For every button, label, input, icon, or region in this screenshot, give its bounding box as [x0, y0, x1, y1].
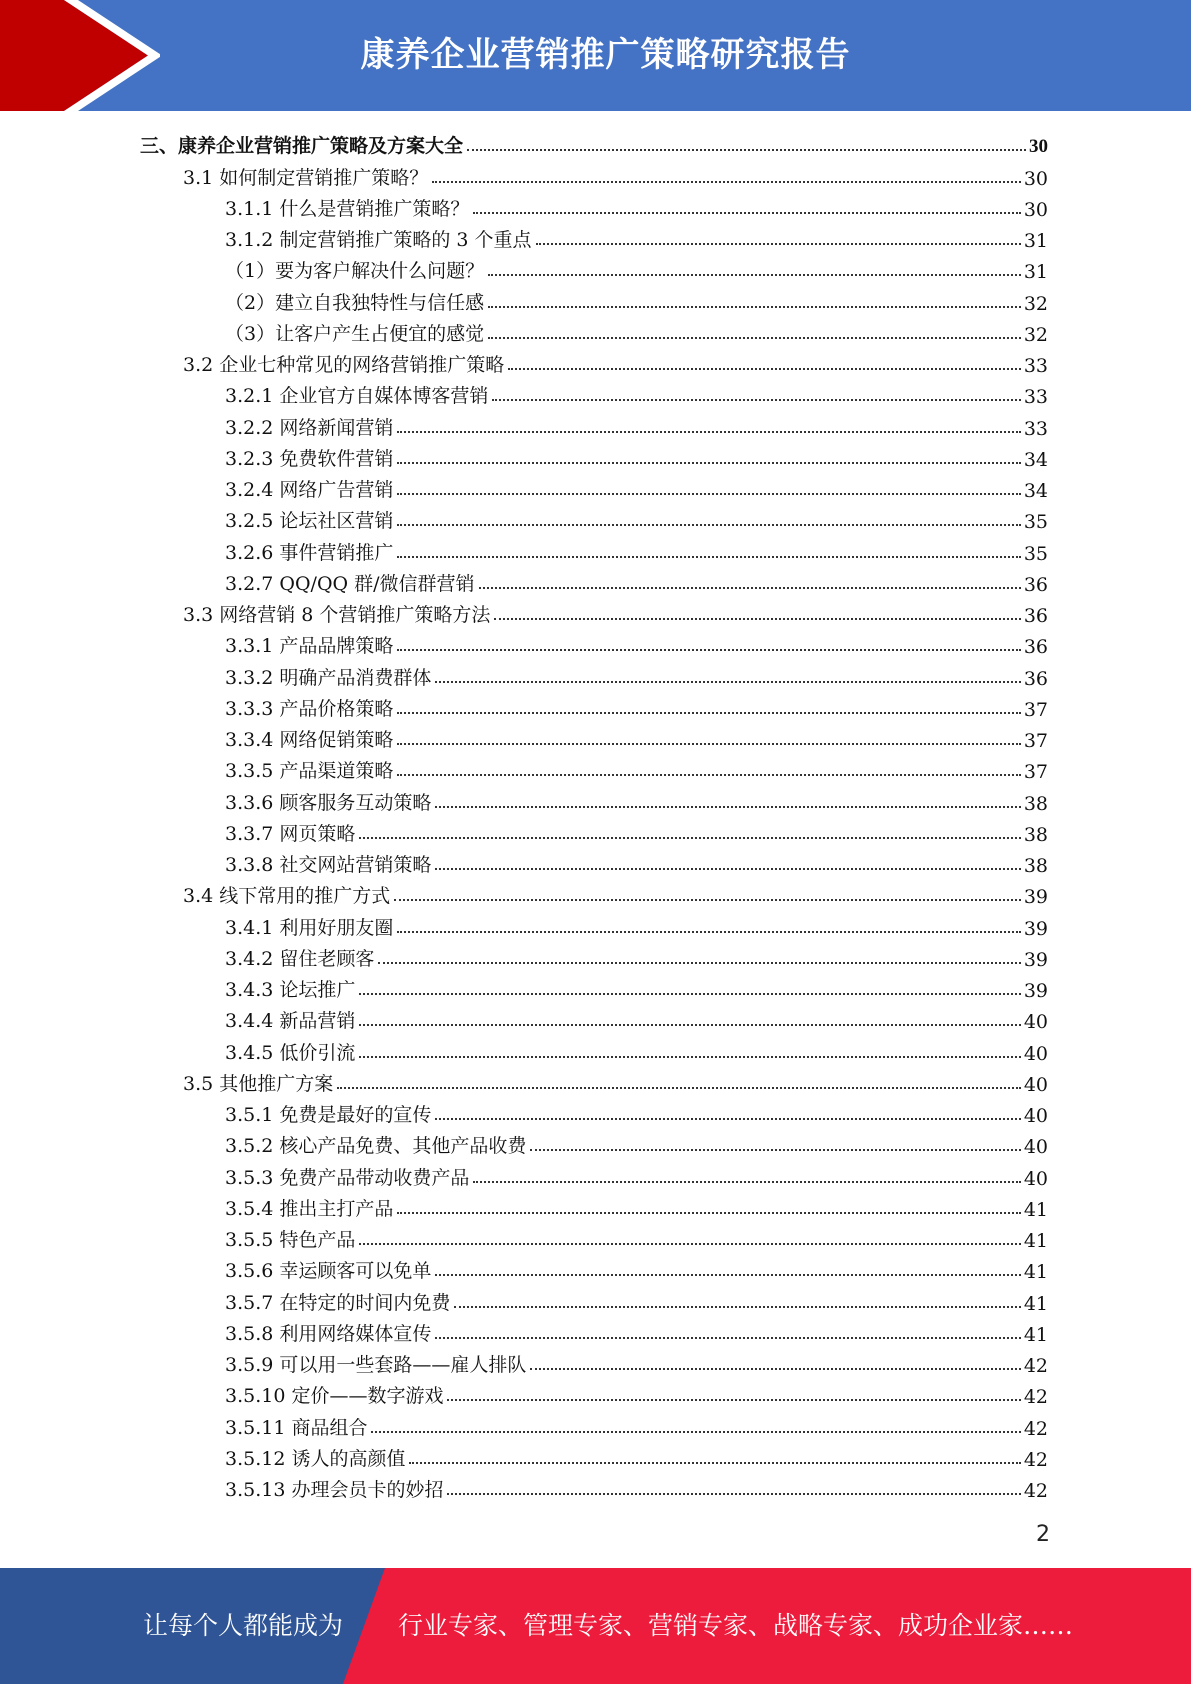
toc-dot-leader: [488, 337, 1021, 339]
toc-entry-page: 35: [1023, 511, 1048, 534]
toc-entry-label: 3.5.10 定价——数字游戏: [225, 1385, 444, 1408]
toc-entry[interactable]: [140, 1440, 1048, 1471]
toc-entry-page: 38: [1023, 823, 1048, 846]
toc-entry-page: 36: [1023, 667, 1048, 690]
toc-entry-label: 3.5.5 特色产品: [225, 1229, 356, 1251]
toc-entry[interactable]: [140, 596, 1048, 627]
footer-slogan-right: 行业专家、管理专家、营销专家、战略专家、成功企业家……: [398, 1611, 1074, 1640]
toc-entry[interactable]: [140, 1221, 1048, 1252]
toc-entry-page: 32: [1023, 323, 1048, 346]
toc-entry[interactable]: [140, 127, 1048, 158]
toc-entry-page: 42: [1023, 1355, 1048, 1377]
toc-entry-page: 41: [1023, 1261, 1048, 1284]
toc-dot-leader: [371, 1431, 1020, 1433]
toc-entry-label: 3.3.3 产品价格策略: [225, 697, 394, 720]
toc-entry[interactable]: [140, 471, 1048, 502]
toc-dot-leader: [467, 149, 1026, 151]
toc-dot-leader: [454, 1306, 1020, 1308]
toc-entry-page: 42: [1023, 1417, 1048, 1440]
toc-entry-page: 35: [1023, 542, 1048, 565]
toc-entry[interactable]: [140, 752, 1048, 783]
toc-entry-page: 40: [1023, 1105, 1048, 1127]
toc-entry[interactable]: [140, 221, 1048, 252]
toc-entry-page: 38: [1023, 792, 1048, 815]
toc-entry-page: 36: [1023, 605, 1048, 627]
toc-entry-page: 33: [1023, 386, 1048, 409]
toc-dot-leader: [397, 743, 1020, 745]
toc-entry[interactable]: [140, 908, 1048, 939]
toc-entry-label: 3.3.4 网络促销策略: [225, 729, 394, 751]
toc-entry-label: 三、康养企业营销推广策略及方案大全: [140, 136, 464, 158]
toc-entry[interactable]: [140, 1283, 1048, 1314]
toc-entry[interactable]: [140, 1315, 1048, 1346]
toc-entry[interactable]: [140, 1002, 1048, 1033]
toc-dot-leader: [359, 1024, 1020, 1026]
toc-entry-page: 37: [1023, 730, 1048, 752]
toc-entry-label: 3.5.13 办理会员卡的妙招: [225, 1479, 444, 1501]
toc-entry-label: 3.5.12 诱人的高颜值: [225, 1447, 406, 1470]
toc-entry[interactable]: [140, 721, 1048, 752]
toc-dot-leader: [447, 1493, 1020, 1495]
toc-entry-page: 37: [1023, 761, 1048, 784]
toc-entry[interactable]: [140, 190, 1048, 221]
toc-entry[interactable]: [140, 1471, 1048, 1502]
toc-dot-leader: [359, 1056, 1020, 1058]
toc-entry[interactable]: [140, 408, 1048, 439]
toc-dot-leader: [359, 1243, 1020, 1245]
toc-dot-leader: [337, 1087, 1021, 1089]
toc-entry[interactable]: [140, 502, 1048, 533]
toc-entry-page: 42: [1023, 1448, 1048, 1471]
toc-entry[interactable]: [140, 1158, 1048, 1189]
toc-dot-leader: [397, 556, 1020, 558]
page-header: [0, 0, 1191, 111]
toc-dot-leader: [397, 774, 1020, 776]
toc-entry-label: 3.2.4 网络广告营销: [225, 479, 394, 501]
toc-entry-page: 41: [1023, 1198, 1048, 1221]
page-footer: [0, 1568, 1191, 1684]
toc-entry[interactable]: [140, 877, 1048, 908]
toc-entry-label: 3.5 其他推广方案: [183, 1072, 334, 1095]
toc-entry-label: 3.4 线下常用的推广方式: [183, 885, 391, 908]
toc-entry-page: 40: [1023, 1167, 1048, 1190]
toc-entry-label: 3.5.1 免费是最好的宣传: [225, 1104, 432, 1126]
toc-dot-leader: [435, 868, 1020, 870]
toc-entry[interactable]: [140, 940, 1048, 971]
toc-entry-page: 40: [1023, 1136, 1048, 1159]
toc-dot-leader: [508, 368, 1021, 370]
toc-entry[interactable]: [140, 971, 1048, 1002]
toc-dot-leader: [394, 899, 1021, 901]
toc-entry-page: 33: [1023, 417, 1048, 440]
toc-dot-leader: [378, 962, 1020, 964]
toc-entry-label: 3.2.7 QQ/QQ 群/微信群营销: [225, 572, 475, 595]
toc-entry[interactable]: [140, 377, 1048, 408]
toc-entry-page: 34: [1023, 480, 1048, 502]
toc-entry-page: 30: [1023, 167, 1048, 190]
toc-entry-page: 34: [1023, 448, 1048, 471]
toc-entry-label: 3.5.3 免费产品带动收费产品: [225, 1166, 470, 1189]
toc-entry-label: 3.5.7 在特定的时间内免费: [225, 1291, 451, 1314]
toc-entry-page: 38: [1023, 855, 1048, 877]
toc-entry-label: 3.3.1 产品品牌策略: [225, 635, 394, 658]
toc-entry-label: 3.3.6 顾客服务互动策略: [225, 791, 432, 814]
toc-entry-page: 31: [1023, 261, 1048, 284]
toc-entry[interactable]: [140, 1033, 1048, 1064]
toc-dot-leader: [397, 431, 1020, 433]
toc-entry-label: 3.4.3 论坛推广: [225, 979, 356, 1001]
document-title: 康养企业营销推广策略研究报告: [360, 35, 851, 75]
toc-entry-page: 30: [1029, 136, 1048, 158]
toc-entry[interactable]: [140, 1127, 1048, 1158]
toc-dot-leader: [479, 587, 1021, 589]
toc-entry[interactable]: [140, 1096, 1048, 1127]
toc-entry[interactable]: [140, 1346, 1048, 1377]
toc-entry-label: （2）建立自我独特性与信任感: [225, 291, 485, 314]
toc-entry-page: 42: [1023, 1386, 1048, 1409]
toc-entry-label: 3.2.2 网络新闻营销: [225, 416, 394, 439]
toc-dot-leader: [435, 1118, 1020, 1120]
toc-entry-page: 31: [1023, 230, 1048, 252]
toc-entry[interactable]: [140, 440, 1048, 471]
toc-dot-leader: [397, 524, 1020, 526]
toc-entry-page: 39: [1023, 980, 1048, 1002]
toc-entry-label: 3.3 网络营销 8 个营销推广策略方法: [183, 604, 491, 626]
toc-entry[interactable]: [140, 658, 1048, 689]
toc-dot-leader: [409, 1462, 1020, 1464]
toc-entry-page: 40: [1023, 1042, 1048, 1065]
toc-dot-leader: [435, 1274, 1020, 1276]
toc-entry-label: （3）让客户产生占便宜的感觉: [225, 322, 485, 345]
toc-entry-label: 3.4.4 新品营销: [225, 1010, 356, 1033]
toc-dot-leader: [397, 493, 1020, 495]
toc-entry[interactable]: [140, 283, 1048, 314]
table-of-contents: [140, 127, 1048, 1502]
toc-entry-label: 3.4.2 留住老顾客: [225, 947, 375, 970]
toc-entry-label: （1）要为客户解决什么问题？: [225, 260, 485, 283]
toc-entry-label: 3.5.11 商品组合: [225, 1416, 368, 1439]
toc-entry-label: 3.1.1 什么是营销推广策略？: [225, 197, 470, 220]
toc-entry-page: 39: [1023, 886, 1048, 909]
toc-entry-label: 3.2.3 免费软件营销: [225, 447, 394, 470]
toc-entry-label: 3.2 企业七种常见的网络营销推广策略: [183, 354, 505, 376]
toc-entry[interactable]: [140, 346, 1048, 377]
toc-dot-leader: [530, 1368, 1020, 1370]
toc-entry[interactable]: [140, 1190, 1048, 1221]
toc-entry[interactable]: [140, 565, 1048, 596]
toc-dot-leader: [473, 1181, 1020, 1183]
toc-entry-page: 32: [1023, 292, 1048, 315]
toc-entry[interactable]: [140, 533, 1048, 564]
toc-dot-leader: [435, 806, 1020, 808]
toc-dot-leader: [397, 1212, 1020, 1214]
toc-entry[interactable]: [140, 627, 1048, 658]
toc-dot-leader: [432, 181, 1021, 183]
toc-entry[interactable]: [140, 846, 1048, 877]
toc-entry[interactable]: [140, 783, 1048, 814]
toc-entry-label: 3.2.5 论坛社区营销: [225, 510, 394, 533]
toc-entry-page: 40: [1023, 1073, 1048, 1096]
toc-dot-leader: [473, 212, 1020, 214]
toc-entry-label: 3.3.8 社交网站营销策略: [225, 854, 432, 876]
toc-entry-label: 3.1.2 制定营销推广策略的 3 个重点: [225, 229, 532, 251]
toc-dot-leader: [397, 649, 1020, 651]
toc-dot-leader: [435, 681, 1020, 683]
toc-dot-leader: [359, 993, 1020, 995]
toc-dot-leader: [536, 243, 1021, 245]
toc-dot-leader: [397, 462, 1020, 464]
toc-entry[interactable]: [140, 1408, 1048, 1439]
toc-dot-leader: [359, 837, 1020, 839]
toc-entry-label: 3.5.8 利用网络媒体宣传: [225, 1322, 432, 1345]
toc-entry-page: 36: [1023, 573, 1048, 596]
toc-entry-page: 41: [1023, 1292, 1048, 1315]
toc-dot-leader: [397, 931, 1020, 933]
toc-dot-leader: [397, 712, 1020, 714]
toc-entry-page: 33: [1023, 355, 1048, 377]
toc-entry-label: 3.3.2 明确产品消费群体: [225, 666, 432, 689]
toc-entry-label: 3.3.7 网页策略: [225, 822, 356, 845]
toc-entry[interactable]: [140, 815, 1048, 846]
toc-entry[interactable]: [140, 1065, 1048, 1096]
toc-entry[interactable]: [140, 158, 1048, 189]
toc-entry-page: 36: [1023, 636, 1048, 659]
toc-dot-leader: [530, 1149, 1020, 1151]
toc-entry-page: 39: [1023, 917, 1048, 940]
toc-entry-label: 3.2.6 事件营销推广: [225, 541, 394, 564]
toc-dot-leader: [488, 306, 1021, 308]
toc-entry-page: 39: [1023, 948, 1048, 971]
toc-entry-label: 3.5.4 推出主打产品: [225, 1197, 394, 1220]
toc-entry-label: 3.1 如何制定营销推广策略？: [183, 166, 429, 189]
toc-entry-page: 41: [1023, 1230, 1048, 1252]
toc-entry-label: 3.2.1 企业官方自媒体博客营销: [225, 385, 489, 408]
footer-slogan-left: 让每个人都能成为: [143, 1611, 344, 1640]
toc-entry-label: 3.5.9 可以用一些套路——雇人排队: [225, 1354, 527, 1376]
toc-entry-label: 3.3.5 产品渠道策略: [225, 760, 394, 783]
toc-dot-leader: [492, 399, 1020, 401]
toc-entry-label: 3.4.1 利用好朋友圈: [225, 916, 394, 939]
toc-entry[interactable]: [140, 252, 1048, 283]
toc-entry-label: 3.5.2 核心产品免费、其他产品收费: [225, 1135, 527, 1158]
toc-entry-page: 40: [1023, 1011, 1048, 1034]
toc-dot-leader: [435, 1337, 1020, 1339]
toc-dot-leader: [488, 274, 1021, 276]
page-number: 2: [1036, 1522, 1050, 1547]
toc-entry-page: 42: [1023, 1480, 1048, 1502]
toc-entry-page: 30: [1023, 198, 1048, 221]
toc-entry-page: 41: [1023, 1323, 1048, 1346]
toc-entry[interactable]: [140, 1252, 1048, 1283]
toc-dot-leader: [447, 1399, 1020, 1401]
toc-entry-label: 3.4.5 低价引流: [225, 1041, 356, 1064]
toc-entry[interactable]: [140, 315, 1048, 346]
toc-entry-label: 3.5.6 幸运顾客可以免单: [225, 1260, 432, 1283]
toc-entry[interactable]: [140, 690, 1048, 721]
toc-entry-page: 37: [1023, 698, 1048, 721]
toc-dot-leader: [494, 618, 1020, 620]
toc-entry[interactable]: [140, 1377, 1048, 1408]
